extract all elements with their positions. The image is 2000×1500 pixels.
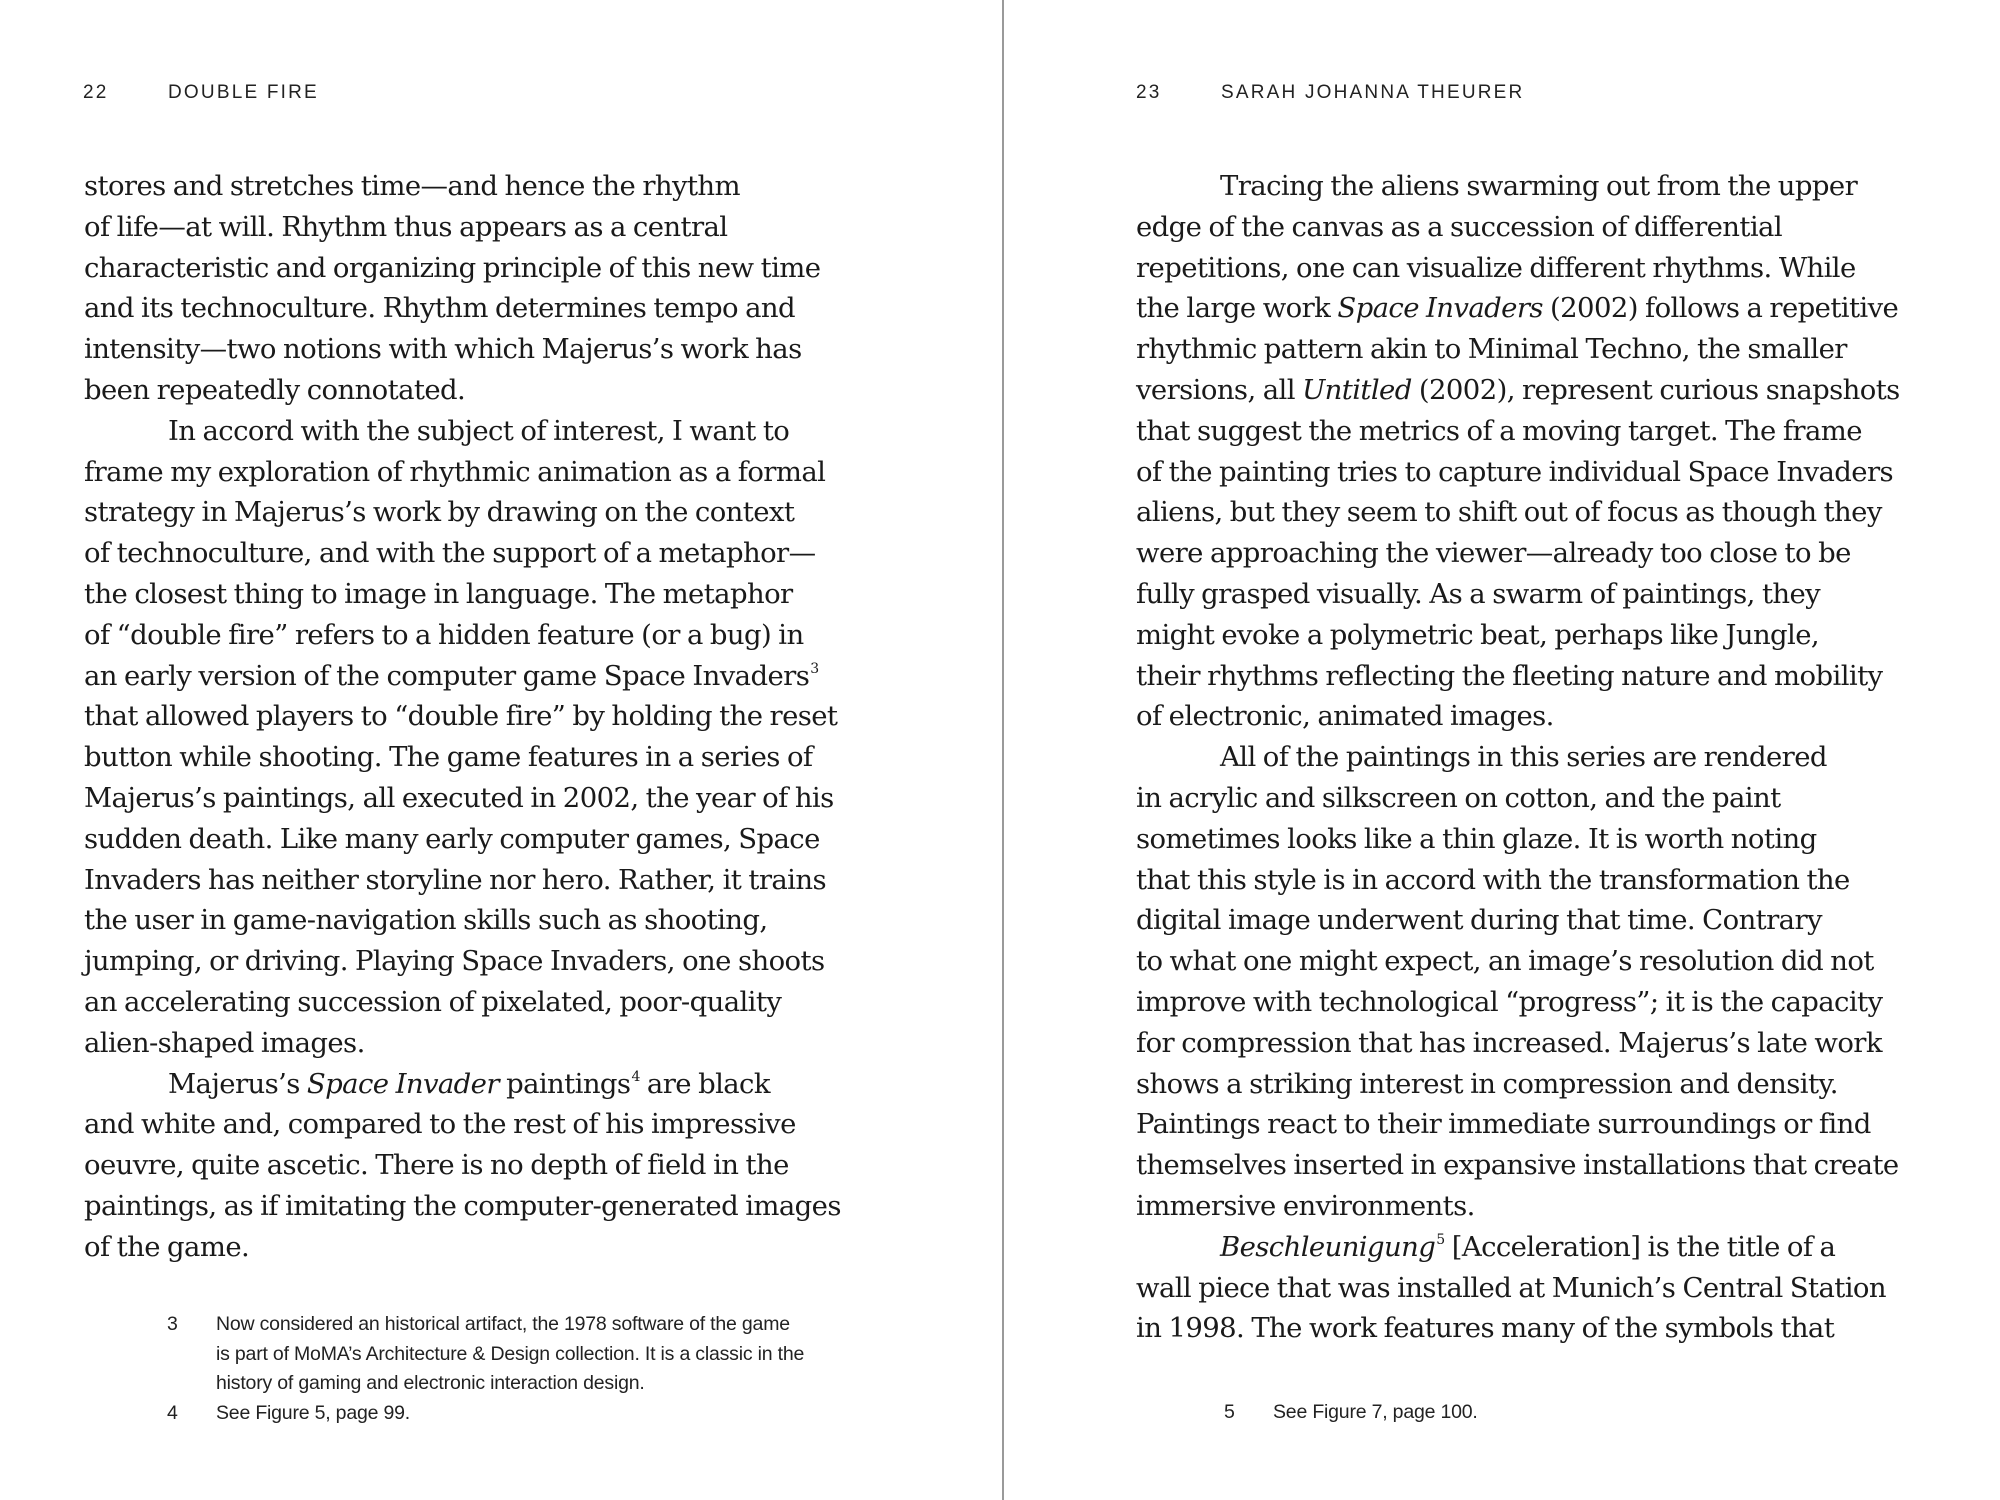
line-text: improve with technological “progress”; it is the capacity [1136, 985, 1883, 1018]
text-line [84, 492, 874, 533]
text-line [84, 941, 874, 982]
line-text: of technoculture, and with the support of a metaphor— [84, 537, 816, 570]
text-line [84, 1227, 874, 1268]
line-text: sometimes looks like a thin glaze. It is worth noting [1136, 822, 1817, 855]
text-line [84, 1145, 874, 1186]
text-line [1136, 1268, 1936, 1309]
line-text: that suggest the metrics of a moving target. The frame [1136, 414, 1862, 447]
text-line [1136, 574, 1936, 615]
footnote-text: See Figure 7, page 100. [1273, 1401, 1478, 1423]
page-number: 23 [1136, 82, 1162, 103]
text-line [84, 533, 874, 574]
italic-title: Space Invaders [1337, 292, 1543, 325]
text-line [1136, 452, 1936, 493]
text-line [1136, 1104, 1936, 1145]
text-line [1136, 248, 1936, 289]
line-text: an early version of the computer game Space Invaders [84, 659, 810, 692]
text-line [1136, 1308, 1936, 1349]
line-text: characteristic and organizing principle of this new time [84, 251, 821, 284]
line-text: digital image underwent during that time. Contrary [1136, 904, 1822, 937]
text-line [1136, 696, 1936, 737]
line-text: intensity—two notions with which Majerus’s work has [84, 333, 802, 366]
text-line [84, 982, 874, 1023]
text-line [84, 1186, 874, 1227]
footnote-reference: 4 [631, 1068, 640, 1085]
line-text: Majerus’s [168, 1067, 307, 1100]
line-text: the large work [1136, 292, 1338, 325]
line-text: of life—at will. Rhythm thus appears as a central [84, 210, 728, 243]
line-text: that allowed players to “double fire” by holding the reset [84, 700, 838, 733]
line-text: Paintings react to their immediate surroundings or find [1136, 1108, 1871, 1141]
line-text: their rhythms reflecting the fleeting nature and mobility [1136, 659, 1883, 692]
text-line [1136, 656, 1936, 697]
line-text: been repeatedly connotated. [84, 373, 466, 406]
body-text [1136, 166, 1936, 1349]
text-line [84, 452, 874, 493]
footnote-number: 4 [167, 1401, 178, 1424]
line-text: All of the paintings in this series are rendered [1220, 741, 1827, 774]
text-line [1136, 1023, 1936, 1064]
line-text: are black [639, 1067, 770, 1100]
footnote-text: Now considered an historical artifact, the 1978 software of the game [216, 1313, 790, 1335]
text-line [1136, 982, 1936, 1023]
footnote [1224, 1398, 1478, 1428]
line-text: rhythmic pattern akin to Minimal Techno, the smaller [1136, 333, 1847, 366]
line-text: the closest thing to image in language. The metaphor [84, 577, 793, 610]
text-line [84, 288, 874, 329]
line-text: (2002) follows a repetitive [1542, 292, 1899, 325]
line-text: of electronic, animated images. [1136, 700, 1554, 733]
line-text: immersive environments. [1136, 1189, 1475, 1222]
text-line [1136, 737, 1936, 778]
line-text: (2002), represent curious snapshots [1411, 373, 1900, 406]
text-line [84, 248, 874, 289]
line-text: of the game. [84, 1230, 250, 1263]
text-line [84, 207, 874, 248]
text-line [84, 1104, 874, 1145]
text-line [1136, 1186, 1936, 1227]
text-line [84, 696, 874, 737]
text-line [1136, 615, 1936, 656]
text-line [1136, 370, 1936, 411]
line-text: strategy in Majerus’s work by drawing on the context [84, 496, 795, 529]
line-text: the user in game-navigation skills such as shooting, [84, 904, 768, 937]
text-line [84, 860, 874, 901]
footnote [167, 1310, 804, 1399]
text-line [84, 166, 874, 207]
line-text: and its technoculture. Rhythm determines tempo and [84, 292, 796, 325]
body-text [84, 166, 874, 1268]
footnote-number: 5 [1224, 1401, 1235, 1423]
line-text: might evoke a polymetric beat, perhaps like Jungle, [1136, 618, 1820, 651]
line-text: paintings, as if imitating the computer-generated images [84, 1189, 841, 1222]
italic-title: Space Invader [306, 1067, 499, 1100]
line-text: and white and, compared to the rest of his impressive [84, 1108, 796, 1141]
line-text: button while shooting. The game features in a series of [84, 741, 813, 774]
line-text: of the painting tries to capture individual Space Invaders [1136, 455, 1894, 488]
line-text: Majerus’s paintings, all executed in 2002, the year of his [84, 781, 834, 814]
text-line [1136, 533, 1936, 574]
line-text: aliens, but they seem to shift out of focus as though they [1136, 496, 1882, 529]
line-text: sudden death. Like many early computer games, Space [84, 822, 820, 855]
text-line [1136, 207, 1936, 248]
line-text: for compression that has increased. Majerus’s late work [1136, 1026, 1882, 1059]
line-text: themselves inserted in expansive installations that create [1136, 1149, 1899, 1182]
text-line [1136, 941, 1936, 982]
line-text: in 1998. The work features many of the symbols that [1136, 1312, 1835, 1345]
text-line [1136, 329, 1936, 370]
text-line [1136, 166, 1936, 207]
text-line [1136, 411, 1936, 452]
line-text: alien-shaped images. [84, 1026, 365, 1059]
line-text: Tracing the aliens swarming out from the upper [1220, 170, 1858, 202]
line-text: were approaching the viewer—already too close to be [1136, 537, 1851, 570]
text-line [1136, 860, 1936, 901]
text-line [84, 778, 874, 819]
text-line [84, 1023, 874, 1064]
line-text: Invaders has neither storyline nor hero. Rather, it trains [84, 863, 826, 896]
footnote-reference: 5 [1436, 1231, 1445, 1248]
running-title: SARAH JOHANNA THEURER [1221, 82, 1525, 103]
text-line [84, 329, 874, 370]
footnotes [167, 1310, 804, 1428]
text-line [84, 1064, 874, 1105]
text-line [84, 411, 874, 452]
line-text: of “double fire” refers to a hidden feature (or a bug) in [84, 618, 804, 651]
line-text: In accord with the subject of interest, I want to [168, 414, 790, 447]
text-line [1136, 1145, 1936, 1186]
footnote-text: history of gaming and electronic interaction design. [216, 1372, 645, 1394]
line-text: repetitions, one can visualize different rhythms. While [1136, 251, 1856, 284]
line-text: edge of the canvas as a succession of differential [1136, 210, 1783, 243]
text-line [1136, 819, 1936, 860]
line-text: paintings [498, 1067, 631, 1100]
footnote [167, 1399, 804, 1429]
line-text: that this style is in accord with the transformation the [1136, 863, 1850, 896]
footnote-text: See Figure 5, page 99. [216, 1401, 410, 1424]
right-page [1004, 0, 2000, 1500]
text-line [84, 574, 874, 615]
italic-title: Untitled [1302, 373, 1412, 406]
line-text: in acrylic and silkscreen on cotton, and the paint [1136, 781, 1781, 814]
running-title: DOUBLE FIRE [168, 82, 319, 103]
text-line [84, 737, 874, 778]
page-number: 22 [83, 82, 109, 103]
text-line [1136, 1064, 1936, 1105]
text-line [84, 370, 874, 411]
line-text: [Acceleration] is the title of a [1444, 1230, 1836, 1263]
footnote-reference: 3 [810, 660, 819, 677]
text-line [1136, 1227, 1936, 1268]
text-line [1136, 900, 1936, 941]
line-text: an accelerating succession of pixelated, poor-quality [84, 985, 782, 1018]
line-text: jumping, or driving. Playing Space Invaders, one shoots [84, 945, 825, 978]
line-text: wall piece that was installed at Munich’s Central Station [1136, 1271, 1886, 1304]
line-text: to what one might expect, an image’s resolution did not [1136, 945, 1874, 978]
line-text: oeuvre, quite ascetic. There is no depth of field in the [84, 1149, 789, 1182]
line-text: fully grasped visually. As a swarm of paintings, they [1136, 577, 1821, 610]
footnote-number: 3 [167, 1313, 178, 1335]
text-line [84, 819, 874, 860]
text-line [1136, 778, 1936, 819]
line-text: stores and stretches time—and hence the rhythm [84, 170, 740, 202]
text-line [1136, 288, 1936, 329]
italic-title: Beschleunigung [1220, 1230, 1436, 1263]
text-line [84, 615, 874, 656]
text-line [84, 900, 874, 941]
text-line [84, 656, 874, 697]
line-text: versions, all [1136, 373, 1303, 406]
line-text: frame my exploration of rhythmic animation as a formal [84, 455, 826, 488]
text-line [1136, 492, 1936, 533]
footnote-text: is part of MoMA’s Architecture & Design collection. It is a classic in the [216, 1342, 805, 1365]
line-text: shows a striking interest in compression and density. [1136, 1067, 1838, 1100]
footnotes [1224, 1398, 1478, 1428]
